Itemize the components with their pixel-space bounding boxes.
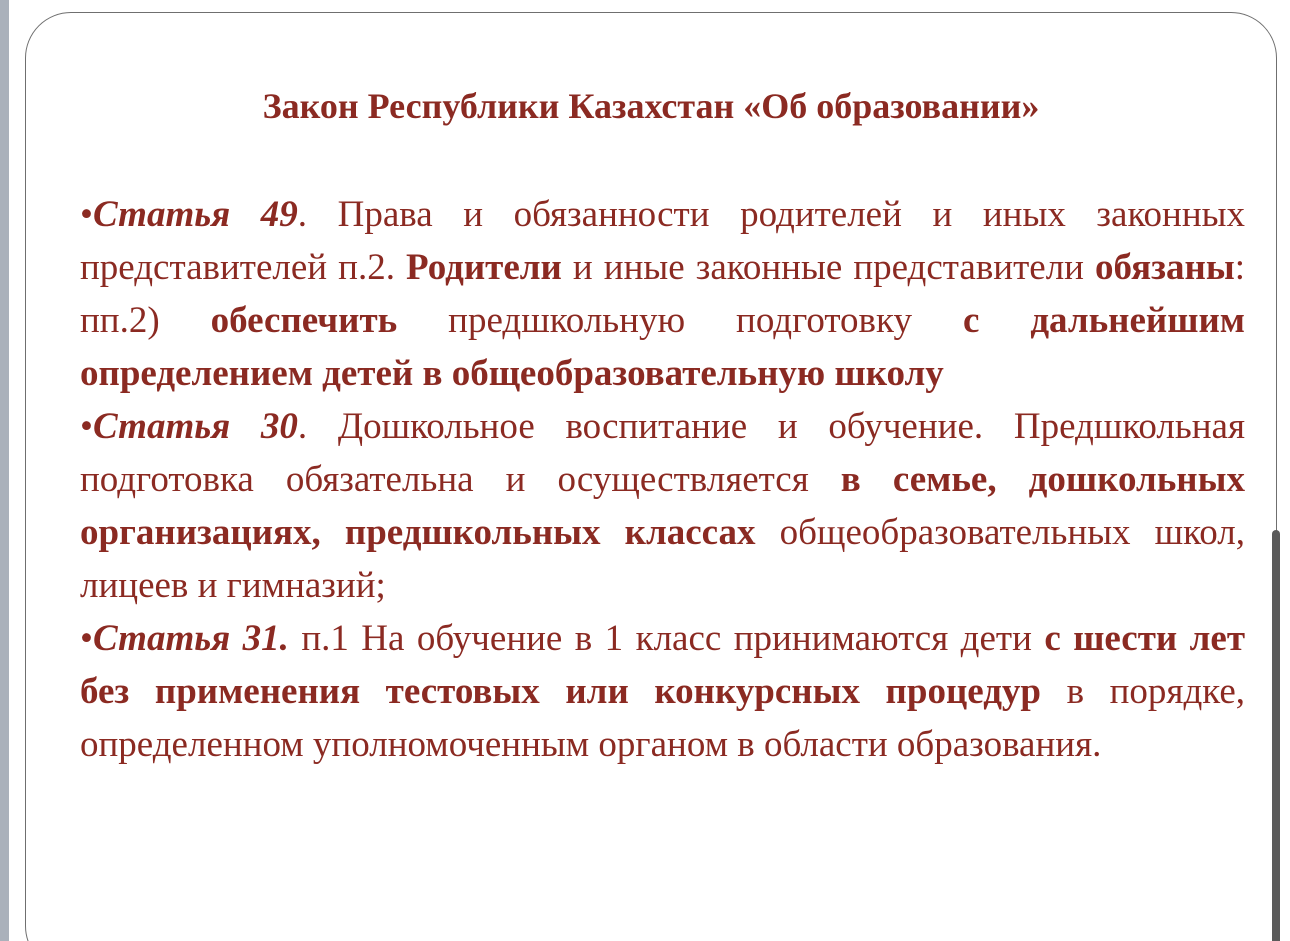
- article-31-text-2: в порядке, определенном уполномоченным органом в области образования.: [80, 671, 1246, 765]
- article-30: [80, 400, 1245, 612]
- articles-list: [80, 188, 1245, 771]
- bullet: •: [80, 618, 93, 659]
- scrollbar-thumb[interactable]: [1272, 530, 1280, 941]
- article-31-text-1: п.1 На обучение в 1 класс принимаются дети: [288, 618, 1045, 659]
- left-edge-bar: [0, 0, 9, 941]
- article-49-text-1: . Права и обязанности родителей и иных законных представителей п.2.: [80, 194, 1245, 288]
- article-49: [80, 188, 1245, 400]
- article-49-bold-4: с дальнейшим определением детей в общеобразовательную школу: [80, 300, 1245, 394]
- article-49-bold-3: обеспечить: [210, 300, 398, 341]
- article-49-name: Статья 49: [92, 194, 298, 235]
- article-31: [80, 612, 1245, 771]
- article-49-text-3: : пп.2): [80, 247, 1245, 341]
- article-30-text-1: . Дошкольное воспитание и обучение. Предшкольная подготовка обязательна и осуществляется: [80, 406, 1246, 500]
- article-49-text-2: и иные законные представители: [561, 247, 1096, 288]
- bullet: •: [80, 406, 93, 447]
- bullet: •: [80, 194, 93, 235]
- article-30-name: Статья 30: [92, 406, 298, 447]
- article-49-bold-1: Родители: [406, 247, 562, 288]
- article-49-bold-2: обязаны: [1095, 247, 1235, 288]
- article-31-bold-1: с шести лет без применения тестовых или конкурсных процедур: [80, 618, 1246, 712]
- article-30-text-2: общеобразовательных школ, лицеев и гимназий;: [80, 512, 1245, 606]
- page-title: Закон Республики Казахстан «Об образовании»: [262, 86, 1040, 126]
- article-49-text-4: предшкольную подготовку: [397, 300, 963, 341]
- article-30-bold-1: в семье, дошкольных организациях, предшкольных классах: [80, 459, 1245, 553]
- article-31-name: Статья 31.: [92, 618, 289, 659]
